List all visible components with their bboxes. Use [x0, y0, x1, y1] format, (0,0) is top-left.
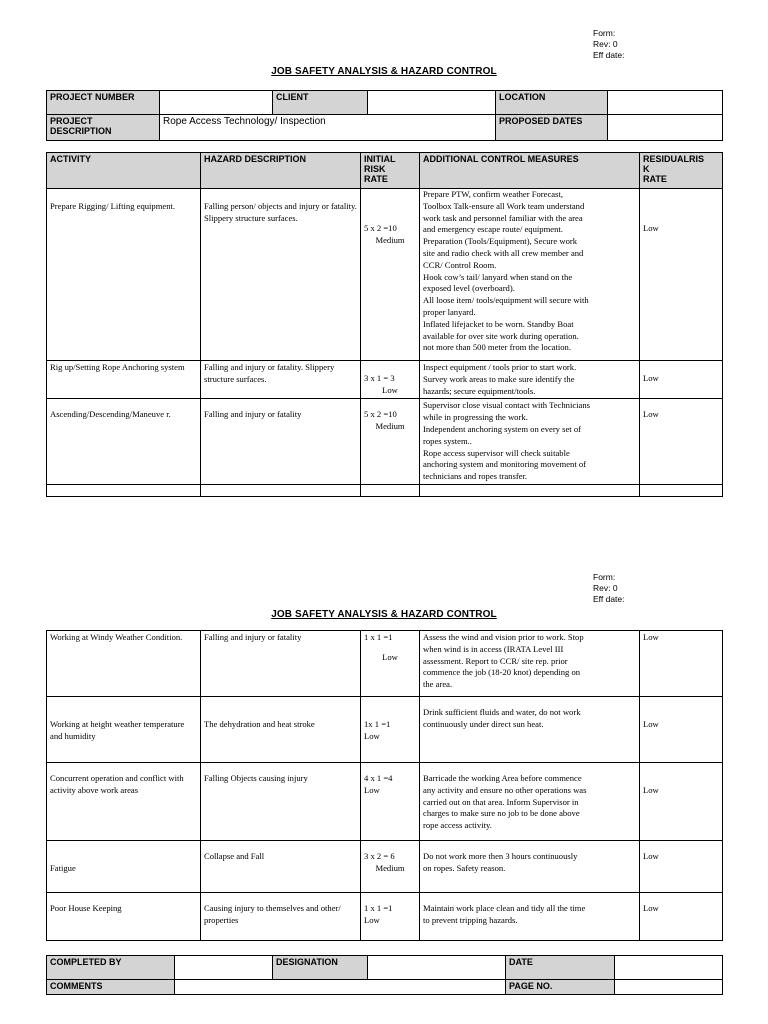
- control-line: exposed level (overboard).: [423, 283, 515, 294]
- control-line: any activity and ensure no other operations was: [423, 784, 587, 795]
- risk-score: 1x 1 =1: [364, 719, 391, 729]
- hazard-cell: Falling Objects causing injury: [201, 763, 361, 841]
- activity-cell: Ascending/Descending/Maneuve r.: [47, 399, 201, 485]
- control-measures-header: ADDITIONAL CONTROL MEASURES: [420, 153, 640, 189]
- empty-cell[interactable]: [201, 485, 361, 497]
- control-line: Independent anchoring system on every set of: [423, 423, 581, 434]
- project-description-field[interactable]: Rope Access Technology/ Inspection: [160, 115, 496, 141]
- project-description-label: [47, 115, 160, 141]
- control-line: continuously under direct sun heat.: [423, 718, 544, 729]
- hazard-cell: Causing injury to themselves and other/ properties: [201, 893, 361, 941]
- control-measures-cell: [420, 697, 640, 763]
- location-field[interactable]: [608, 91, 723, 115]
- control-line: charges to make sure no job to be done above: [423, 808, 580, 819]
- control-line: Rope access supervisor will check suitable: [423, 447, 570, 458]
- table-row: [47, 841, 723, 893]
- residual-risk-cell: Low: [640, 361, 723, 399]
- control-line: Toolbox Talk-ensure all Work team understand: [423, 200, 585, 211]
- initial-risk-cell: [361, 763, 420, 841]
- rev-label: Rev: 0: [593, 583, 618, 593]
- table-row: [47, 763, 723, 841]
- control-line: not more than 500 meter from the location.: [423, 342, 571, 353]
- control-line: the area.: [423, 679, 453, 690]
- control-line: Drink sufficient fluids and water, do not work: [423, 707, 581, 717]
- date-field[interactable]: [615, 956, 723, 980]
- control-line: Maintain work place clean and tidy all the time: [423, 903, 586, 913]
- hazard-cell: Falling and injury or fatality: [201, 631, 361, 697]
- comments-label: COMMENTS: [47, 980, 175, 995]
- control-measures-cell: [420, 841, 640, 893]
- activity-cell: Fatigue: [47, 841, 201, 893]
- activity-cell: Rig up/Setting Rope Anchoring system: [47, 361, 201, 399]
- control-line: on ropes. Safety reason.: [423, 862, 506, 873]
- completed-by-field[interactable]: [175, 956, 273, 980]
- designation-label: DESIGNATION: [273, 956, 368, 980]
- residual-risk-cell: Low: [640, 841, 723, 893]
- control-line: Preparation (Tools/Equipment), Secure work: [423, 236, 578, 247]
- control-line: while in progressing the work.: [423, 412, 528, 423]
- activity-cell: Working at height weather temperature and humidity: [47, 697, 201, 763]
- initial-risk-header-line2: RISK: [364, 164, 386, 174]
- table-row: [47, 189, 723, 361]
- initial-risk-cell: [361, 399, 420, 485]
- control-line: Barricade the working Area before commence: [423, 773, 582, 783]
- residual-risk-cell: Low: [640, 399, 723, 485]
- control-line: Assess the wind and vision prior to work. Stop: [423, 632, 584, 642]
- project-number-label: PROJECT NUMBER: [47, 91, 160, 115]
- project-number-field[interactable]: [160, 91, 273, 115]
- table-header-row: [47, 153, 723, 189]
- empty-cell[interactable]: [640, 485, 723, 497]
- risk-level: Low: [364, 784, 380, 795]
- initial-risk-header-line1: INITIAL: [364, 154, 396, 164]
- table-row: [47, 631, 723, 697]
- control-line: assessment. Report to CCR/ site rep. prior: [423, 655, 568, 666]
- rev-label: Rev: 0: [593, 39, 618, 49]
- table-row-empty: [47, 485, 723, 497]
- control-line: carried out on that area. Inform Supervisor in: [423, 796, 579, 807]
- control-line: ropes system..: [423, 435, 472, 446]
- risk-level: Medium: [375, 862, 405, 873]
- date-label: DATE: [506, 956, 615, 980]
- residual-risk-cell: Low: [640, 893, 723, 941]
- risk-score: 5 x 2 =10: [364, 223, 397, 233]
- control-measures-cell: [420, 361, 640, 399]
- activity-cell: Prepare Rigging/ Lifting equipment.: [47, 189, 201, 361]
- residual-risk-header-line1: RESIDUALRIS: [643, 154, 705, 164]
- table-row: [47, 697, 723, 763]
- project-description-label-line1: PROJECT: [50, 116, 93, 126]
- eff-date-label: Eff date:: [593, 594, 625, 604]
- risk-level: Low: [382, 384, 398, 395]
- form-block-second: [593, 572, 625, 605]
- control-line: work task and personnel familiar with the area: [423, 212, 583, 223]
- designation-field[interactable]: [368, 956, 506, 980]
- control-measures-cell: [420, 631, 640, 697]
- activity-cell: Working at Windy Weather Condition.: [47, 631, 201, 697]
- hazard-cell: Falling and injury or fatality: [201, 399, 361, 485]
- residual-risk-cell: Low: [640, 189, 723, 361]
- hazard-cell: Collapse and Fall: [201, 841, 361, 893]
- eff-date-label: Eff date:: [593, 50, 625, 60]
- control-line: All loose item/ tools/equipment will secure with: [423, 295, 589, 306]
- control-line: anchoring system and monitoring movement of: [423, 459, 587, 470]
- risk-level: Low: [364, 914, 380, 925]
- activity-cell: Poor House Keeping: [47, 893, 201, 941]
- form-label: Form:: [593, 28, 616, 38]
- page-no-field[interactable]: [615, 980, 723, 995]
- table-row: [47, 361, 723, 399]
- residual-risk-header: [640, 153, 723, 189]
- residual-risk-cell: Low: [640, 763, 723, 841]
- control-line: site and radio check with all crew member and: [423, 247, 584, 258]
- empty-cell[interactable]: [361, 485, 420, 497]
- risk-score: 3 x 1 = 3: [364, 373, 395, 383]
- control-measures-cell: [420, 399, 640, 485]
- client-label: CLIENT: [273, 91, 368, 115]
- risk-score: 3 x 2 = 6: [364, 851, 395, 861]
- comments-field[interactable]: [175, 980, 506, 995]
- initial-risk-header: [361, 153, 420, 189]
- page-title-second: JOB SAFETY ANALYSIS & HAZARD CONTROL: [271, 609, 497, 620]
- initial-risk-cell: [361, 697, 420, 763]
- control-line: Inspect equipment / tools prior to start work.: [423, 362, 577, 372]
- hazard-cell: The dehydration and heat stroke: [201, 697, 361, 763]
- location-label: LOCATION: [496, 91, 608, 115]
- control-line: when wind is in access (IRATA Level III: [423, 643, 564, 654]
- activity-header: ACTIVITY: [47, 153, 201, 189]
- form-label: Form:: [593, 572, 616, 582]
- control-line: Prepare PTW, confirm weather Forecast,: [423, 189, 563, 199]
- initial-risk-cell: [361, 361, 420, 399]
- residual-risk-cell: Low: [640, 631, 723, 697]
- table-row: [47, 893, 723, 941]
- jsa-table-page2: [46, 630, 723, 941]
- control-line: Inflated lifejacket to be worn. Standby Boat: [423, 318, 574, 329]
- control-line: proper lanyard.: [423, 306, 476, 317]
- page-title: JOB SAFETY ANALYSIS & HAZARD CONTROL: [271, 66, 497, 77]
- control-line: CCR/ Control Room.: [423, 259, 497, 270]
- hazard-cell: Falling person/ objects and injury or fatality. Slippery structure surfaces.: [201, 189, 361, 361]
- hazard-cell: Falling and injury or fatality. Slippery structure surfaces.: [201, 361, 361, 399]
- control-line: Hook cow’s tail/ lanyard when stand on the: [423, 271, 573, 282]
- initial-risk-cell: [361, 631, 420, 697]
- control-line: technicians and ropes transfer.: [423, 471, 528, 482]
- initial-risk-header-line3: RATE: [364, 174, 388, 184]
- initial-risk-cell: [361, 841, 420, 893]
- control-line: Do not work more then 3 hours continuously: [423, 851, 578, 861]
- jsa-table-page1: [46, 152, 723, 497]
- empty-cell[interactable]: [420, 485, 640, 497]
- proposed-dates-field[interactable]: [608, 115, 723, 141]
- table-row: [47, 399, 723, 485]
- control-measures-cell: [420, 189, 640, 361]
- project-description-label-line2: DESCRIPTION: [50, 126, 112, 136]
- risk-score: 1 x 1 =1: [364, 903, 393, 913]
- risk-level: Medium: [375, 421, 405, 432]
- hazard-header: HAZARD DESCRIPTION: [201, 153, 361, 189]
- control-line: commence the job (18-20 knot) depending on: [423, 667, 581, 678]
- residual-risk-header-line2: K: [643, 164, 650, 174]
- control-measures-cell: [420, 763, 640, 841]
- project-info-table: [46, 90, 723, 141]
- form-block-top: [593, 28, 625, 61]
- initial-risk-cell: [361, 893, 420, 941]
- control-line: and emergency escape route/ equipment.: [423, 224, 563, 235]
- initial-risk-cell: [361, 189, 420, 361]
- control-measures-cell: [420, 893, 640, 941]
- residual-risk-cell: Low: [640, 697, 723, 763]
- activity-cell: Concurrent operation and conflict with activity above work areas: [47, 763, 201, 841]
- control-line: rope access activity.: [423, 820, 492, 831]
- risk-level: Low: [382, 651, 398, 662]
- page-no-label: PAGE NO.: [506, 980, 615, 995]
- client-field[interactable]: [368, 91, 496, 115]
- completed-by-label: COMPLETED BY: [47, 956, 175, 980]
- control-line: hazards; secure equipment/tools.: [423, 385, 536, 396]
- risk-level: Low: [364, 730, 380, 741]
- control-line: Survey work areas to make sure identify the: [423, 373, 575, 384]
- risk-level: Medium: [375, 234, 405, 245]
- risk-score: 4 x 1 =4: [364, 773, 393, 783]
- residual-risk-header-line3: RATE: [643, 174, 667, 184]
- control-line: Supervisor close visual contact with Technicians: [423, 400, 591, 411]
- proposed-dates-label: PROPOSED DATES: [496, 115, 608, 141]
- control-line: available for over site work during operation.: [423, 330, 579, 341]
- risk-score: 5 x 2 =10: [364, 409, 397, 420]
- signoff-table: [46, 955, 723, 995]
- control-line: to prevent tripping hazards.: [423, 914, 518, 925]
- risk-score: 1 x 1 =1: [364, 632, 393, 642]
- empty-cell[interactable]: [47, 485, 201, 497]
